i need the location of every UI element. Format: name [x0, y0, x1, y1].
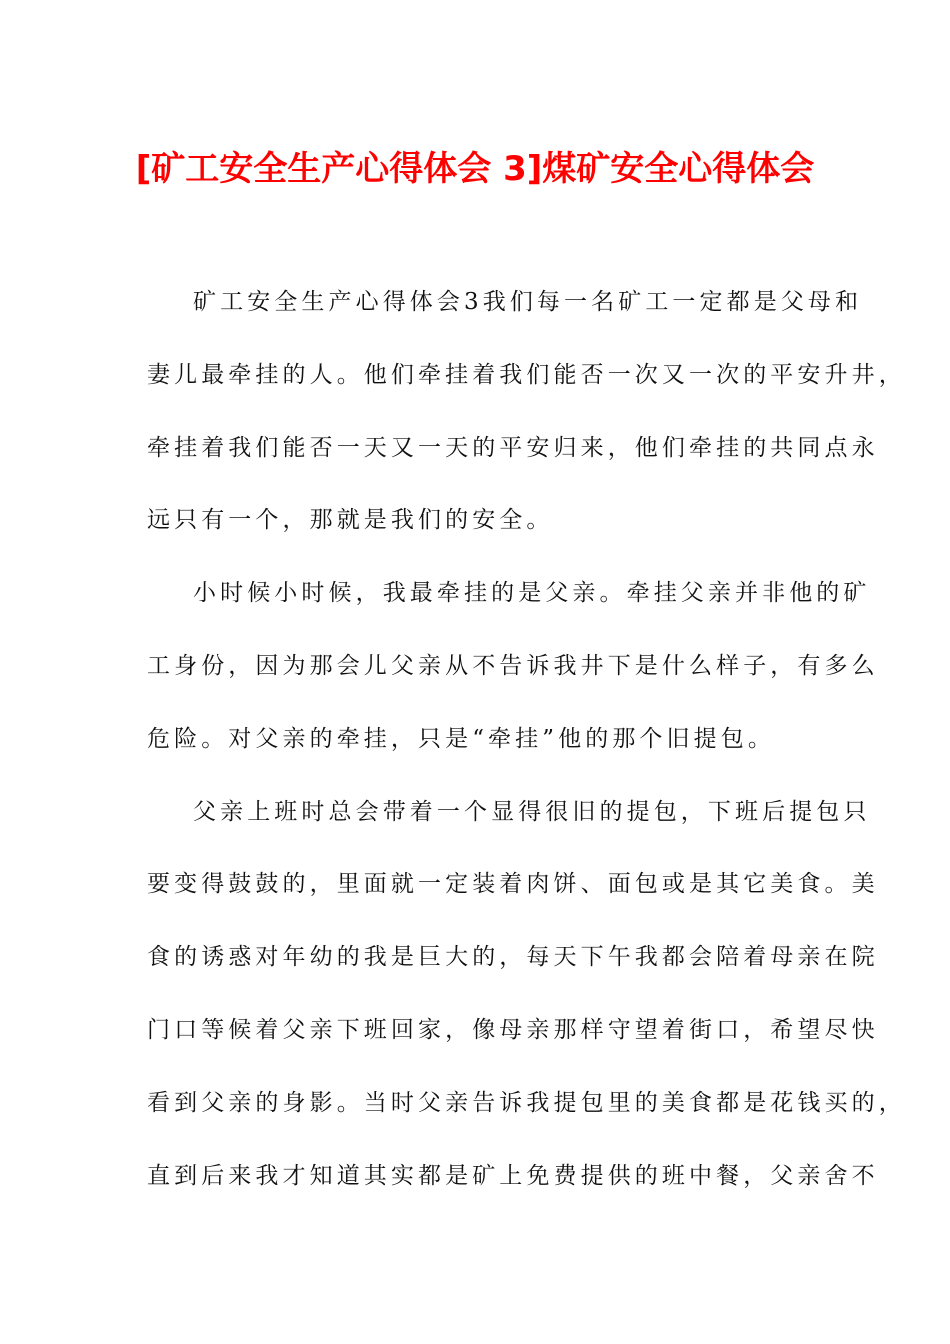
text-line: 妻儿最牵挂的人。他们牵挂着我们能否一次又一次的平安升井，: [147, 361, 906, 388]
document-title: [矿工安全生产心得体会 3]煤矿安全心得体会: [135, 149, 815, 189]
text-line: 门口等候着父亲下班回家，像母亲那样守望着街口，希望尽快: [147, 1016, 879, 1043]
text-line: 直到后来我才知道其实都是矿上免费提供的班中餐，父亲舍不: [147, 1162, 879, 1189]
paragraph-2: [147, 571, 879, 789]
text-line: 牵挂着我们能否一天又一天的平安归来，他们牵挂的共同点永: [147, 434, 879, 461]
text-line: 食的诱惑对年幼的我是巨大的，每天下午我都会陪着母亲在院: [147, 944, 879, 971]
paragraph-1: [147, 280, 906, 571]
text-line: 父亲上班时总会带着一个显得很旧的提包，下班后提包只: [193, 798, 871, 825]
text-line: 远只有一个，那就是我们的安全。: [147, 507, 554, 534]
text-line: 小时候小时候，我最牵挂的是父亲。牵挂父亲并非他的矿: [193, 580, 871, 607]
text-line: 要变得鼓鼓的，里面就一定装着肉饼、面包或是其它美食。美: [147, 871, 879, 898]
text-line: 看到父亲的身影。当时父亲告诉我提包里的美食都是花钱买的，: [147, 1089, 906, 1116]
text-line: 工身份，因为那会儿父亲从不告诉我井下是什么样子，有多么: [147, 652, 879, 679]
text-line: 矿工安全生产心得体会3我们每一名矿工一定都是父母和: [193, 289, 863, 315]
paragraph-3: [147, 790, 906, 1227]
document-body: [147, 280, 906, 1226]
text-line: 危险。对父亲的牵挂，只是“牵挂”他的那个旧提包。: [147, 725, 775, 752]
